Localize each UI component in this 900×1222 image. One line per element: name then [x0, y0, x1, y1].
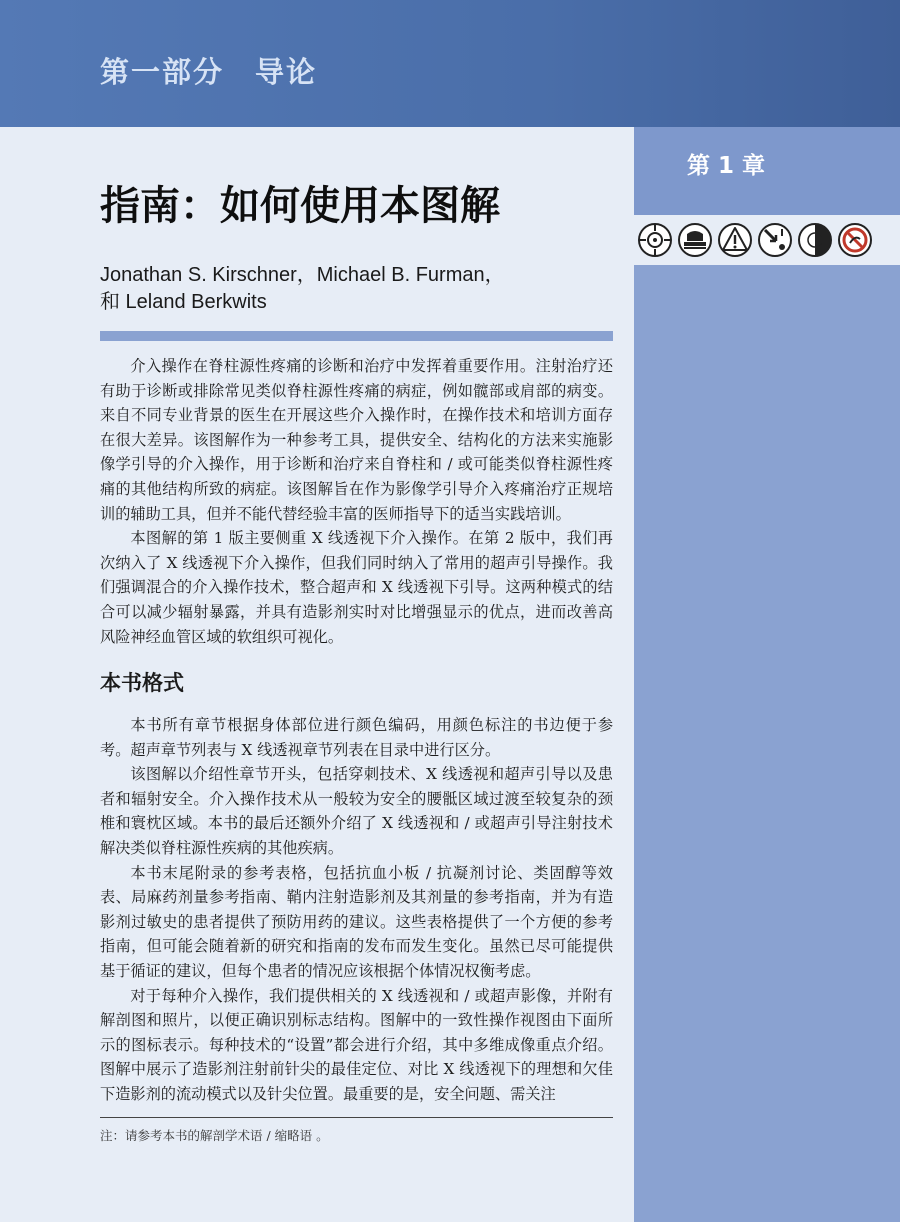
- author-line-2: 和 Leland Berkwits: [100, 291, 267, 313]
- section-paragraph-2: 该图解以介绍性章节开头，包括穿刺技术、X 线透视和超声引导以及患者和辐射安全。介入操作技术从一般较为安全的腰骶区域过渡至较复杂的颈椎和寰枕区域。本书的最后还额外介绍了 X 线透视和 / 或超声引导注射技术解决类似脊柱源性疾病的其他疾病。: [100, 765, 613, 857]
- warning-icon: [716, 221, 754, 259]
- section-paragraph-4: 对于每种介入操作，我们提供相关的 X 线透视和 / 或超声影像，并附有解剖图和照片，以便正确识别标志结构。图解中的一致性操作视图由下面所示的图标表示。每种技术的“设置”都会进行介绍，其中多维成像重点介绍。图解中展示了造影剂注射前针尖的最佳定位、对比 X 线透视下的理想和欠佳下造影剂的流动模式以及针尖位置。最重要的是，安全问题、需关注: [100, 986, 613, 1103]
- author-list: [100, 262, 620, 316]
- footnote: 注：请参考本书的解剖学术语 / 缩略语 。: [100, 1128, 329, 1143]
- stamp-icon: [676, 221, 714, 259]
- author-line-1: Jonathan S. Kirschner，Michael B. Furman，: [100, 264, 505, 286]
- prohibited-icon: [836, 221, 874, 259]
- section-paragraph-1: 本书所有章节根据身体部位进行颜色编码，用颜色标注的书边便于参考。超声章节列表与 X 线透视章节列表在目录中进行区分。: [100, 716, 613, 759]
- part-title: 第一部分 导论: [100, 55, 318, 89]
- chapter-label-box: [634, 127, 900, 215]
- chapter-title: 指南：如何使用本图解: [100, 183, 500, 229]
- title-divider: [100, 331, 613, 341]
- procedure-icon-row: [634, 221, 886, 261]
- target-icon: [636, 221, 674, 259]
- footnote-divider: [100, 1117, 613, 1118]
- half-circle-icon: [796, 221, 834, 259]
- chapter-label: 第 1 章: [687, 153, 766, 179]
- section-paragraph-3: 本书末尾附录的参考表格，包括抗血小板 / 抗凝剂讨论、类固醇等效表、局麻药剂量参考指南、鞘内注射造影剂及其剂量的参考指南，并为有造影剂过敏史的患者提供了预防用药的建议。这些表格提供了一个方便的参考指南，但可能会随着新的研究和指南的发布而发生变化。虽然已尽可能提供基于循证的建议，但每个患者的情况应该根据个体情况权衡考虑。: [100, 863, 613, 980]
- part-header-band: [0, 0, 900, 127]
- needle-arrow-icon: [756, 221, 794, 259]
- chapter-sidebar: [634, 127, 900, 1222]
- intro-text: [100, 354, 613, 649]
- section-text: [100, 713, 613, 1107]
- intro-paragraph-1: 介入操作在脊柱源性疼痛的诊断和治疗中发挥着重要作用。注射治疗还有助于诊断或排除常见类似脊柱源性疼痛的病症，例如髋部或肩部的病变。来自不同专业背景的医生在开展这些介入操作时，在操作技术和培训方面存在很大差异。该图解作为一种参考工具，提供安全、结构化的方法来实施影像学引导的介入操作，用于诊断和治疗来自脊柱和 / 或可能类似脊柱源性疼痛的其他结构所致的病症。该图解旨在作为影像学引导介入疼痛治疗正规培训的辅助工具，但并不能代替经验丰富的医师指导下的适当实践培训。: [100, 357, 613, 523]
- intro-paragraph-2: 本图解的第 1 版主要侧重 X 线透视下介入操作。在第 2 版中，我们再次纳入了 X 线透视下介入操作，但我们同时纳入了常用的超声引导操作。我们强调混合的介入操作技术，整合超声和 X 线透视下引导。这两种模式的结合可以减少辐射暴露，并具有造影剂实时对比增强显示的优点，进而改善高风险神经血管区域的软组织可视化。: [100, 529, 613, 646]
- section-heading: 本书格式: [100, 671, 184, 695]
